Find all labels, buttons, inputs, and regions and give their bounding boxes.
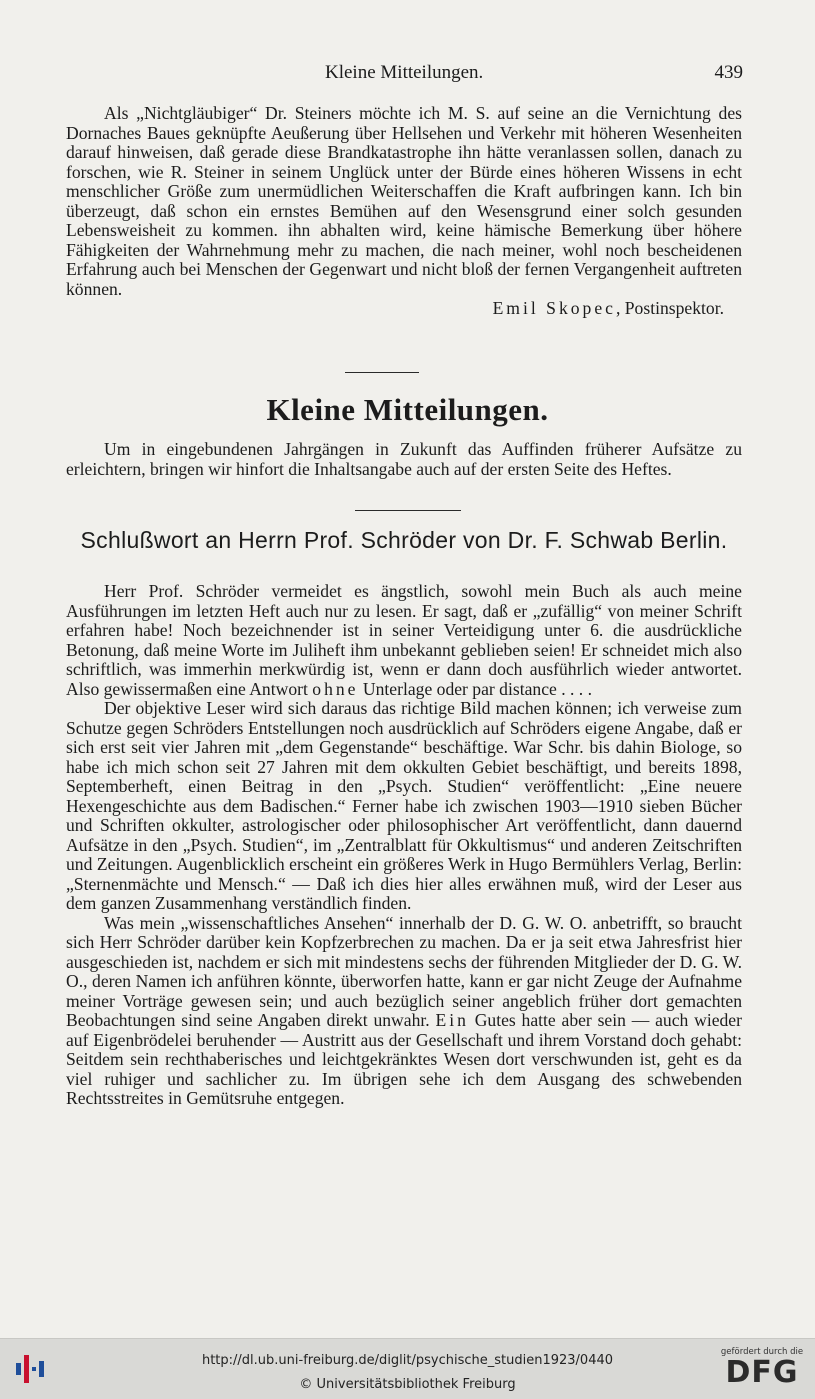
section-intro-block: [66, 440, 742, 479]
emphasis-run: Ein: [435, 1010, 469, 1030]
text-run: Was mein „wissenschaftliches Ansehen“ innerhalb der D. G. W. O. anbetrifft, so braucht sich Herr Schröder darüber kein Kopfzerbrechen zu machen. Da er ja seit etwa Jahresfrist hier ausgeschieden ist, nachdem er sich mit mindestens sechs der führenden Mitglieder der D. G. W. O., deren Namen ich anführen könnte, überworfen hatte, kann er gar nicht Zeuge der Aufnahme meiner Vorträge gewesen sein; und auch bezüglich seiner angeblich früher dort gemachten Beobachtungen sind seine Angaben direkt unwahr.: [66, 912, 742, 1030]
running-head-title: Kleine Mitteilungen.: [325, 62, 484, 83]
letter-paragraph: Als „Nichtgläubiger“ Dr. Steiners möchte ich M. S. auf seine an die Vernichtung des Dornaches Baues geknüpfte Aeußerung über Hellsehen und Verkehr mit höheren Wesenheiten darauf hinweisen, daß gerade diese Brandkatastrophe ihn hätte veranlassen sollen, danach zu forschen, wie R. Steiner in seinem Unglück unter der Bürde eines höheren Wissens in echt menschlicher Größe zum unermüdlichen Weiterschaffen die Kraft aufbringen kann. Ich bin überzeugt, daß schon ein ernstes Bemühen auf den Wesensgrund einer solch gesunden Lebensweisheit zu kommen. ihn abhalten wird, keine hämische Bemerkung über höhere Fähigkeiten der Wahrnehmung mehr zu machen, die nach meiner, wohl noch bescheidenen Erfahrung auch bei Menschen der Gegenwart und nicht bloß der fernen Vergangenheit auftreten können.: [66, 103, 742, 299]
signature-name: Emil Skopec: [492, 298, 616, 318]
emphasis-run: ohne: [312, 678, 359, 699]
article-paragraph: [66, 914, 742, 1109]
dfg-caption: gefördert durch die: [720, 1347, 804, 1357]
text-run: Gutes hatte aber sein — auch wieder auf Eigenbrödelei beruhender — Austritt aus der Gesellschaft und ihrem Vorstand doch gehabt: Seitdem sein rechthaberisches und leichtgekränktes Wesen dort verschwunden ist, geht es da viel ruhiger und sachlicher zu. Im übrigen sehe ich dem Ausgang des schwebenden Rechtsstreites in Gemütsruhe entgegen.: [66, 1010, 742, 1108]
letter-block: [66, 104, 742, 319]
signature-role: , Postinspektor.: [615, 298, 724, 318]
article-paragraph: [66, 582, 742, 699]
signature: [66, 299, 742, 319]
article-heading: Schlußwort an Herrn Prof. Schröder von Dr. F. Schwab Berlin.: [80, 527, 728, 553]
running-head: [60, 62, 743, 90]
dfg-wordmark: DFG: [725, 1355, 799, 1390]
article-paragraph: Der objektive Leser wird sich daraus das richtige Bild machen können; ich verweise zum Schutze gegen Schröders Entstellungen noch ausdrücklich auf Schröders eigene Angabe, daß er sich erst seit vier Jahren mit „dem Gegenstande“ beschäftige. War Schr. bis dahin Biologe, so habe ich mich schon seit 27 Jahren mit dem okkulten Gebiet beschäftigt, und bereits 1898, Septemberheft, einen Beitrag in den „Psych. Studien“ veröffentlicht: „Eine neuere Hexengeschichte aus dem Badischen.“ Ferner habe ich zwischen 1903—1910 sieben Bücher und Schriften okkulter, astrologischer oder philosophischer Art veröffentlicht, dann dauernd Aufsätze in den „Psych. Studien“, im „Zentralblatt für Okkultismus“ und anderen Zeitschriften und Zeitungen. Augenblicklich erscheint ein größeres Werk in Hugo Bermühlers Verlag, Berlin: „Sternenmächte und Mensch.“ — Daß ich dies hier alles erwähnen muß, wird der Leser aus dem ganzen Zusammenhang verständlich finden.: [66, 698, 742, 913]
source-url-link[interactable]: http://dl.ub.uni-freiburg.de/diglit/psychische_studien1923/0440: [201, 1353, 614, 1368]
section-intro: Um in eingebundenen Jahrgängen in Zukunft das Auffinden früherer Aufsätze zu erleichtern, bringen wir hinfort die Inhaltsangabe auch auf der ersten Seite des Heftes.: [66, 439, 742, 479]
page-number: 439: [714, 62, 743, 83]
dfg-logo: [719, 1347, 805, 1393]
copyright-text: © Universitätsbibliothek Freiburg: [299, 1377, 516, 1392]
viewer-footer: [0, 1338, 815, 1399]
text-run: Unterlage oder par distance . . . .: [362, 678, 593, 699]
section-heading: Kleine Mitteilungen.: [266, 392, 549, 427]
divider-rule: [345, 372, 419, 373]
text-run: Herr Prof. Schröder vermeidet es ängstlich, sowohl mein Buch als auch meine Ausführungen im letzten Heft auch nur zu lesen. Er sagt, daß er „zufällig“ von meiner Schrift erfahren habe! Noch bezeichnender ist in seiner Verteidigung unter 6. die ausdrückliche Betonung, daß meine Worte im Juliheft ihm unbekannt geblieben seien! Er schneidet mich also schriftlich, was immerhin merkwürdig ist, wenn er dann doch ausführlich wieder antwortet. Also gewissermaßen eine Antwort: [66, 581, 742, 699]
article-body: [66, 582, 742, 1109]
divider-rule: [355, 510, 461, 511]
